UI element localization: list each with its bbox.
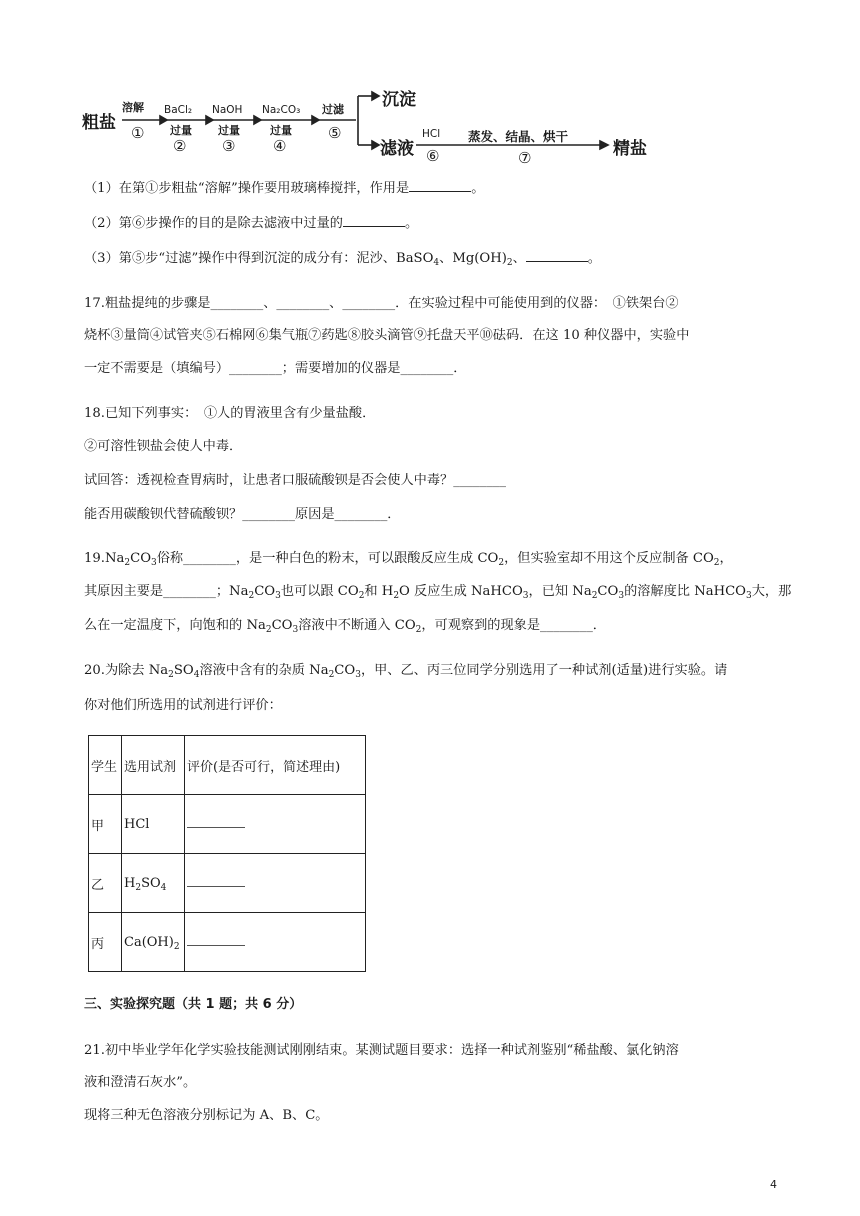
flow-step-1-num: ① — [131, 124, 145, 142]
header-student: 学生 — [89, 736, 122, 795]
flow-evaporate: 蒸发、结晶、烘干 — [468, 129, 569, 144]
q20-line-2: 你对他们所选用的试剂进行评价： — [84, 698, 282, 713]
q20-table — [88, 735, 366, 972]
flow-hcl: HCl — [422, 128, 441, 140]
flow-step-2-num: ② — [173, 137, 187, 155]
flow-step-3-excess: 过量 — [218, 124, 240, 137]
flow-step-3-reagent: NaOH — [212, 104, 243, 116]
flow-precipitate: 沉淀 — [382, 90, 416, 110]
flow-step-6-num: ⑥ — [426, 147, 440, 165]
flow-step-7-num: ⑦ — [518, 149, 532, 167]
answer-blank[interactable] — [187, 876, 245, 887]
answer-blank[interactable] — [187, 817, 245, 828]
flow-step-2-excess: 过量 — [170, 124, 192, 137]
flow-step-4-excess: 过量 — [270, 124, 292, 137]
cell-evaluation — [185, 795, 366, 854]
flow-step-2-reagent: BaCl₂ — [164, 104, 193, 116]
cell-evaluation — [185, 913, 366, 972]
table-header-row — [89, 736, 366, 795]
page-number: 4 — [770, 1178, 777, 1191]
cell-evaluation — [185, 854, 366, 913]
q19-line-3: 么在一定温度下，向饱和的 $Na_2CO_3$溶液中不断通入 $CO_2$，可观察到的现象是________． — [84, 618, 606, 635]
flow-step-3-num: ③ — [222, 137, 236, 155]
table-row — [89, 795, 366, 854]
q17-line-3: 一定不需要是（填编号）________；需要增加的仪器是________． — [84, 361, 467, 376]
header-reagent: 选用试剂 — [122, 736, 185, 795]
cell-reagent: $Ca(OH)_2$ — [122, 913, 185, 972]
flow-step-5-num: ⑤ — [328, 124, 342, 142]
q21-line-1: 21.初中毕业学年化学实验技能测试刚刚结束。某测试题目要求：选择一种试剂鉴别“稀盐酸、氯化钠溶 — [84, 1043, 679, 1058]
q18-line-1: 18.已知下列事实： ①人的胃液里含有少量盐酸． — [84, 406, 376, 421]
q16-part-1: （1）在第①步粗盐“溶解”操作要用玻璃棒搅拌，作用是 。 — [84, 181, 485, 196]
flow-step-4-reagent: Na₂CO₃ — [262, 104, 301, 116]
flow-end: 精盐 — [613, 139, 647, 159]
header-evaluation: 评价(是否可行，简述理由) — [185, 736, 366, 795]
q17-line-1: 17.粗盐提纯的步骤是________、________、________．在实验过程中可能使用到的仪器： ①铁架台② — [84, 296, 679, 311]
section-heading: 三、实验探究题（共 1 题；共 6 分） — [84, 997, 303, 1012]
cell-reagent: HCl — [122, 795, 185, 854]
flow-step-1-label: 溶解 — [122, 101, 144, 114]
table-row — [89, 913, 366, 972]
q21-line-2: 液和澄清石灰水”。 — [84, 1075, 197, 1090]
q19-line-1: $19.Na_2CO_3$俗称________，是一种白色的粉末，可以跟酸反应生成 $CO_2$，但实验室却不用这个反应制备 $CO_2$， — [84, 551, 733, 568]
cell-student: 乙 — [89, 854, 122, 913]
q17-line-2: 烧杯③量筒④试管夹⑤石棉网⑥集气瓶⑦药匙⑧胶头滴管⑨托盘天平⑩砝码．在这 10 种仪器中，实验中 — [84, 328, 690, 343]
q18-line-4: 能否用碳酸钡代替硫酸钡？________原因是________． — [84, 507, 401, 522]
q16-part-2: （2）第⑥步操作的目的是除去滤液中过量的 。 — [84, 216, 419, 231]
cell-reagent: $H_2SO_4$ — [122, 854, 185, 913]
cell-student: 丙 — [89, 913, 122, 972]
answer-blank[interactable] — [187, 935, 245, 946]
table-row — [89, 854, 366, 913]
q18-line-2: ②可溶性钡盐会使人中毒． — [84, 439, 243, 454]
q19-line-2: 其原因主要是________；$Na_2CO_3$也可以跟 $CO_2$和 $H_2O$ 反应生成 NaHCO$_3$，已知 $Na_2CO_3$的溶解度比 NaHCO$_3$大，那 — [84, 584, 792, 601]
q21-line-3: 现将三种无色溶液分别标记为 A、B、C。 — [84, 1108, 329, 1123]
cell-student: 甲 — [89, 795, 122, 854]
flow-filtrate: 滤液 — [380, 139, 414, 159]
q16-part-3: （3）第⑤步“过滤”操作中得到沉淀的成分有：泥沙、BaSO$_4$、$Mg(OH)_2$、 。 — [84, 251, 601, 268]
flow-step-5-label: 过滤 — [322, 103, 344, 116]
flow-start: 粗盐 — [82, 113, 116, 133]
flow-step-4-num: ④ — [273, 137, 287, 155]
q20-line-1: 20.为除去 $Na_2SO_4$溶液中含有的杂质 $Na_2CO_3$，甲、乙、丙三位同学分别选用了一种试剂(适量)进行实验。请 — [84, 663, 728, 680]
q18-line-3: 试回答：透视检查胃病时，让患者口服硫酸钡是否会使人中毒？________ — [84, 473, 506, 488]
